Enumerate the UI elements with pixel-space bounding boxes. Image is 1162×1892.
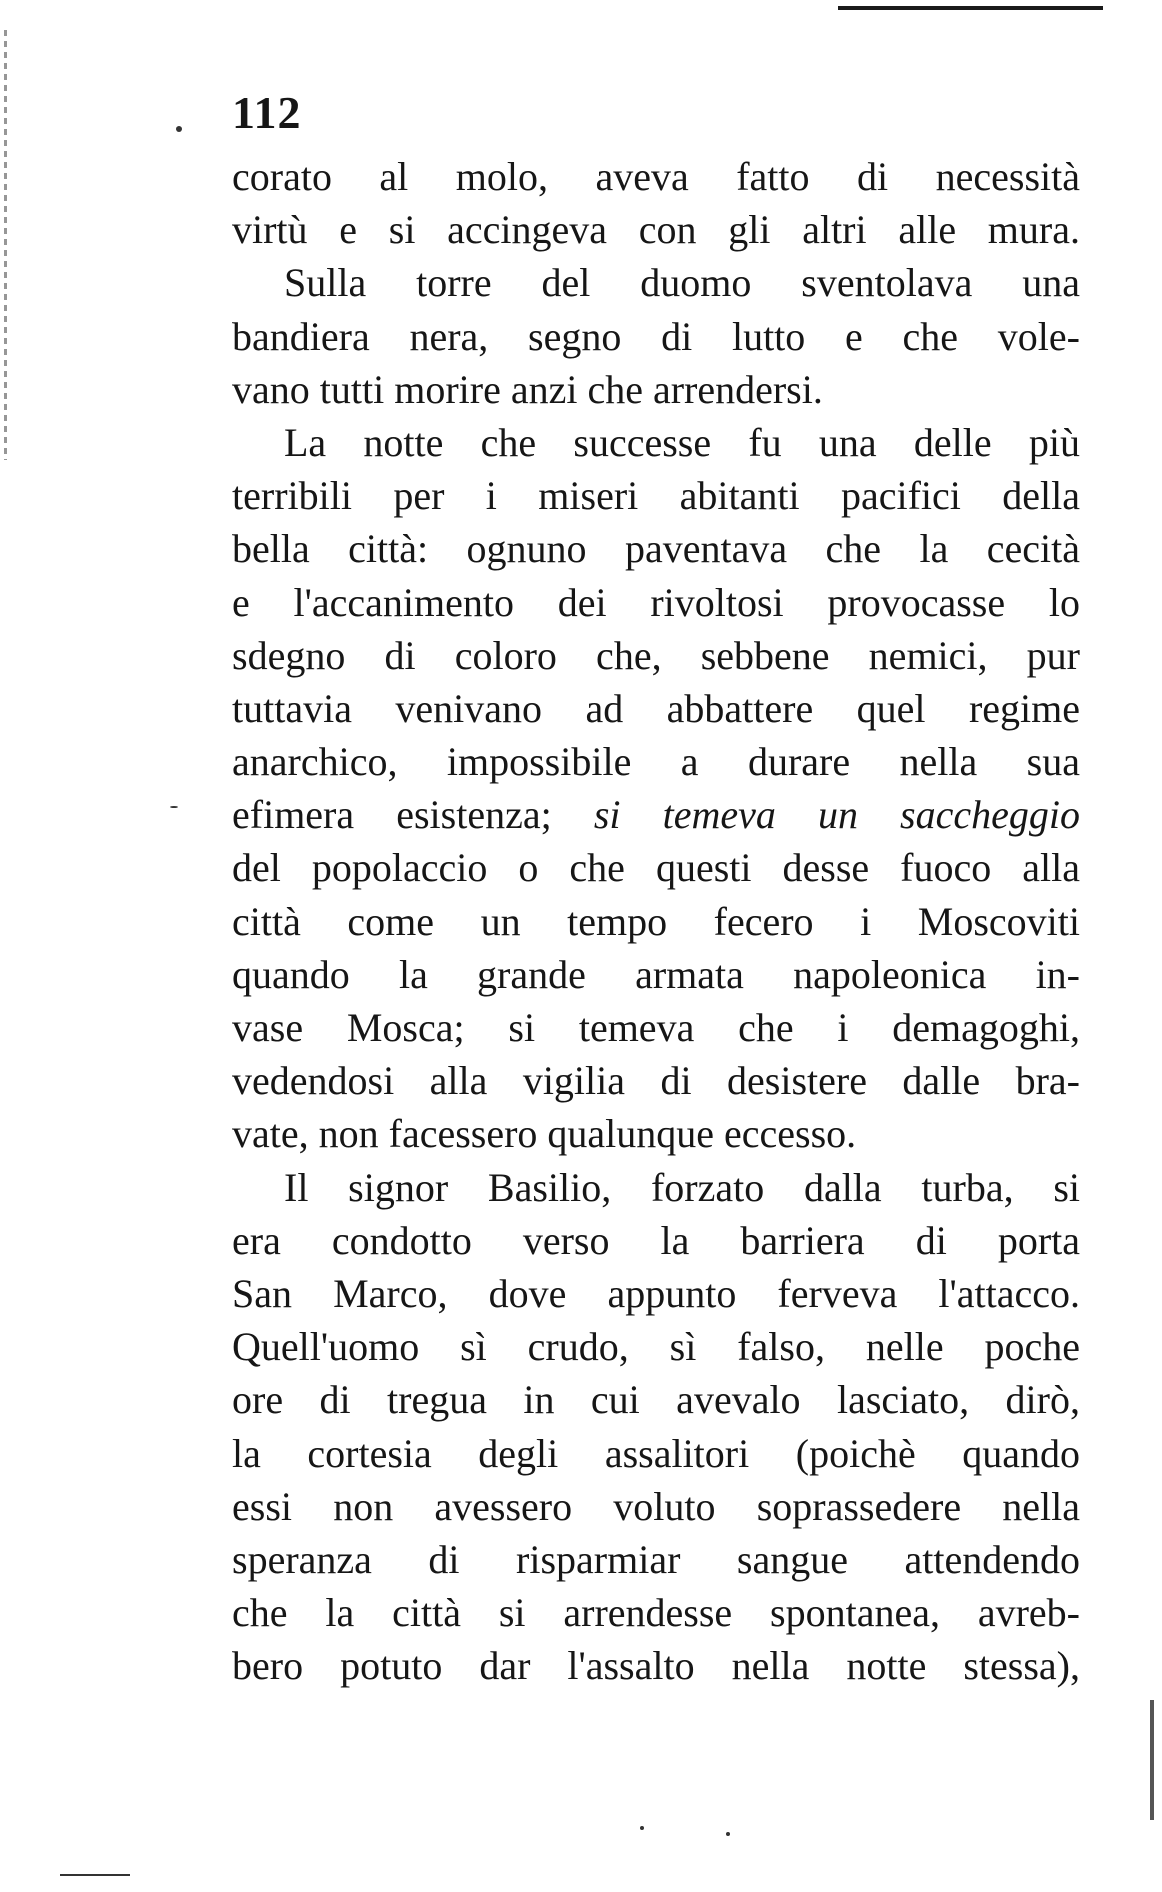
text-line <box>232 1320 1080 1373</box>
ink-speck <box>176 126 182 132</box>
text-line-content: vase Mosca; si temeva che i demagoghi, <box>232 1005 1080 1050</box>
text-line-content: del popolaccio o che questi desse fuoco alla <box>232 845 1080 891</box>
text-line <box>232 841 1080 894</box>
text-line-content: città come un tempo fecero i Moscoviti <box>232 898 1080 944</box>
left-page-edge <box>4 30 7 460</box>
ink-speck <box>726 1832 730 1836</box>
text-line <box>232 682 1080 735</box>
text-line <box>232 576 1080 629</box>
text-line-content: Quell'uomo sì crudo, sì falso, nelle poche <box>232 1324 1080 1370</box>
text-line <box>232 310 1080 363</box>
text-line-content: anarchico, impossibile a durare nella sua <box>232 739 1080 785</box>
body-text <box>232 150 1080 1692</box>
text-line <box>232 629 1080 682</box>
text-line-content: tuttavia venivano ad abbattere quel regime <box>232 685 1080 731</box>
text-line <box>232 522 1080 575</box>
ink-speck <box>170 806 178 808</box>
text-line <box>232 1107 1080 1160</box>
text-line <box>232 203 1080 256</box>
text-line-content: vedendosi alla vigilia di desistere dalle bra- <box>232 1058 1080 1104</box>
text-line-content: virtù e si accingeva con gli altri alle mura. <box>232 207 1080 253</box>
text-line-content: La notte che successe fu una delle più <box>284 419 1080 465</box>
text-line <box>232 1639 1080 1692</box>
text-line <box>232 1373 1080 1426</box>
ink-speck <box>640 1826 644 1830</box>
text-line <box>232 1001 1080 1054</box>
text-line-content: e l'accanimento dei rivoltosi provocasse lo <box>232 579 1080 625</box>
text-line <box>232 150 1080 203</box>
text-line-content: San Marco, dove appunto ferveva l'attacco. <box>232 1270 1080 1316</box>
text-line <box>232 256 1080 309</box>
text-line-content: che la città si arrendesse spontanea, avreb- <box>232 1590 1080 1636</box>
text-line <box>232 895 1080 948</box>
text-line-content: speranza di risparmiar sangue attendendo <box>232 1536 1080 1582</box>
text-line-content: essi non avessero voluto soprassedere nella <box>232 1483 1080 1529</box>
text-line <box>232 1480 1080 1533</box>
text-line-content: efimera esistenza; <box>232 792 552 838</box>
right-page-edge <box>1150 1700 1154 1820</box>
text-line <box>232 1427 1080 1480</box>
top-border-rule <box>838 6 1103 10</box>
text-line-content: era condotto verso la barriera di porta <box>232 1217 1080 1263</box>
text-line-content: ore di tregua in cui avevalo lasciato, dirò, <box>232 1377 1080 1423</box>
text-line <box>232 1214 1080 1267</box>
text-line-content: Sulla torre del duomo sventolava una <box>284 260 1080 306</box>
text-line <box>232 1533 1080 1586</box>
text-line-content: vano tutti morire anzi che arrendersi. <box>232 366 823 412</box>
text-line-content: bandiera nera, segno di lutto e che vole- <box>232 313 1080 359</box>
text-line <box>232 735 1080 788</box>
bottom-border-rule <box>60 1874 130 1876</box>
text-line <box>232 1267 1080 1320</box>
text-line-content: bella città: ognuno paventava che la cecità <box>232 526 1080 572</box>
text-line <box>232 363 1080 416</box>
italic-phrase: si temeva un saccheggio <box>593 792 1081 838</box>
text-line-content: terribili per i miseri abitanti pacifici della <box>232 473 1080 519</box>
text-line-content: sdegno di coloro che, sebbene nemici, pur <box>232 632 1080 678</box>
text-line-content: Il signor Basilio, forzato dalla turba, si <box>284 1164 1080 1210</box>
text-line <box>232 469 1080 522</box>
text-line <box>232 1054 1080 1107</box>
text-line <box>232 416 1080 469</box>
text-line <box>232 1586 1080 1639</box>
text-line <box>232 948 1080 1001</box>
text-line <box>232 788 1080 841</box>
text-line-content: bero potuto dar l'assalto nella notte stessa), <box>232 1643 1080 1689</box>
text-line-content: la cortesia degli assalitori (poichè quando <box>232 1430 1080 1476</box>
text-line <box>232 1161 1080 1214</box>
text-line-content: quando la grande armata napoleonica in- <box>232 951 1080 997</box>
text-line-content: vate, non facessero qualunque eccesso. <box>232 1111 857 1157</box>
text-line-content: corato al molo, aveva fatto di necessità <box>232 154 1080 199</box>
page-number: 112 <box>232 87 302 138</box>
